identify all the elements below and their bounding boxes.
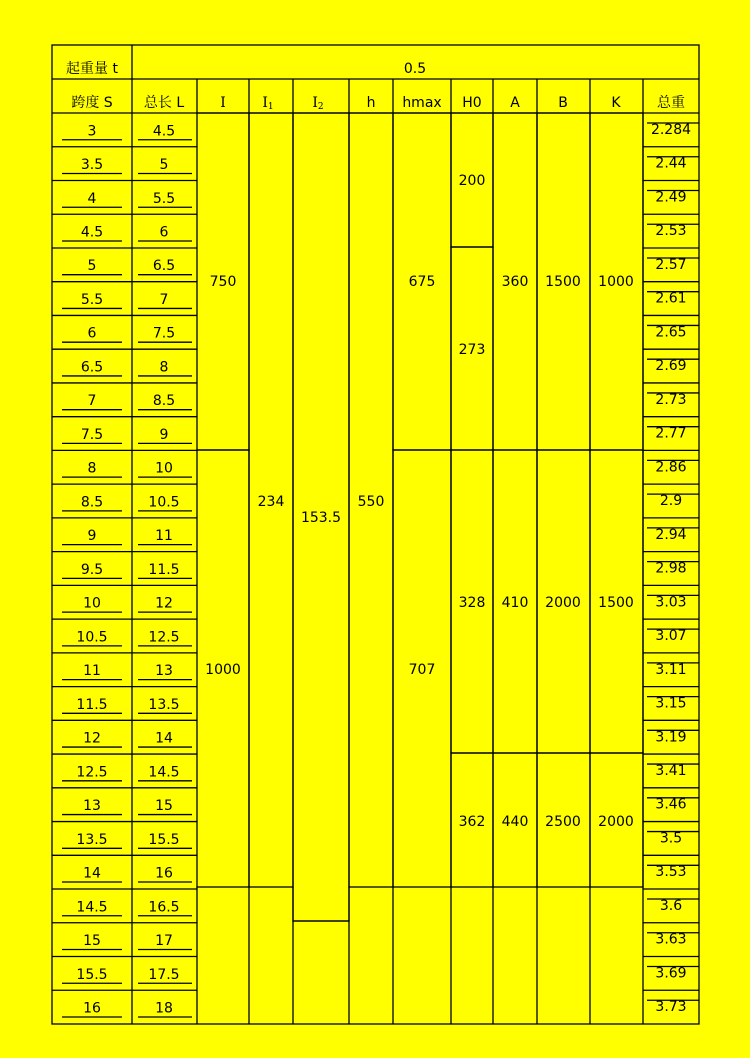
span-cell: 15.5 [76, 966, 108, 983]
span-cell: 3 [87, 123, 97, 140]
span-cell: 14 [83, 865, 101, 882]
weight-cell: 2.284 [650, 121, 692, 138]
length-cell: 6.5 [152, 258, 176, 275]
length-cell: 13 [155, 663, 173, 680]
weight-cell: 3.19 [655, 729, 687, 746]
span-cell: 7.5 [80, 426, 104, 443]
weight-cell: 3.69 [655, 965, 687, 982]
length-cell: 5 [159, 157, 169, 174]
capacity-value: 0.5 [403, 61, 427, 77]
weight-cell: 2.77 [655, 425, 687, 442]
span-cell: 14.5 [76, 899, 108, 916]
length-cell: 4.5 [152, 123, 176, 140]
weight-cell: 2.94 [655, 526, 687, 543]
a-group-1: 360 [501, 274, 529, 290]
span-cell: 8 [87, 460, 97, 477]
span-cell: 11.5 [76, 696, 108, 713]
col-header-length: 总长 L [143, 95, 185, 111]
span-cell: 16 [83, 1000, 101, 1017]
b-group-3: 2500 [545, 814, 581, 830]
a-group-2: 410 [501, 595, 529, 611]
i2-group-1: 153.5 [300, 510, 342, 526]
hmax-group-1: 675 [408, 274, 436, 290]
length-cell: 16 [155, 865, 173, 882]
weight-cell: 3.63 [655, 931, 687, 948]
capacity-label: 起重量 t [66, 61, 118, 77]
span-cell: 5 [87, 258, 97, 275]
length-cell: 10 [155, 460, 173, 477]
length-cell: 8.5 [152, 393, 176, 410]
b-group-1: 1500 [545, 274, 581, 290]
length-cell: 5.5 [152, 190, 176, 207]
b-group-2: 2000 [545, 595, 581, 611]
weight-cell: 3.41 [655, 762, 687, 779]
weight-cell: 2.98 [655, 560, 687, 577]
span-cell: 10 [83, 595, 101, 612]
weight-cell: 2.49 [655, 189, 687, 206]
weight-cell: 3.73 [655, 999, 687, 1016]
length-cell: 12.5 [148, 629, 180, 646]
length-cell: 6 [159, 224, 169, 241]
weight-cell: 3.03 [655, 594, 687, 611]
weight-cell: 2.69 [655, 358, 687, 375]
span-cell: 4 [87, 190, 97, 207]
length-cell: 17.5 [148, 966, 180, 983]
weight-cell: 3.46 [655, 796, 687, 813]
length-cell: 8 [159, 359, 169, 376]
length-cell: 17 [155, 933, 173, 950]
col-header-span: 跨度 S [71, 95, 113, 111]
length-cell: 11.5 [148, 561, 180, 578]
span-cell: 13 [83, 798, 101, 815]
a-group-3: 440 [501, 814, 529, 830]
span-cell: 7 [87, 393, 97, 410]
weight-cell: 2.44 [655, 155, 687, 172]
span-cell: 12.5 [76, 764, 108, 781]
span-cell: 3.5 [80, 157, 104, 174]
length-cell: 11 [155, 528, 173, 545]
col-header-i1-letter: I [262, 95, 268, 111]
length-cell: 15.5 [148, 831, 180, 848]
length-cell: 13.5 [148, 696, 180, 713]
weight-cell: 2.65 [655, 324, 687, 341]
i-group-2: 1000 [205, 662, 241, 678]
k-group-3: 2000 [598, 814, 634, 830]
h-group-1: 550 [357, 494, 385, 510]
weight-cell: 3.11 [655, 661, 687, 678]
span-cell: 9 [87, 528, 97, 545]
h0-group-4: 362 [458, 814, 486, 830]
i-group-1: 750 [209, 274, 237, 290]
weight-cell: 3.5 [659, 830, 683, 847]
weight-cell: 2.57 [655, 256, 687, 273]
col-header-hmax: hmax [402, 95, 442, 111]
span-cell: 4.5 [80, 224, 104, 241]
span-cell: 11 [83, 663, 101, 680]
weight-cell: 2.86 [655, 459, 687, 476]
length-cell: 12 [155, 595, 173, 612]
weight-cell: 3.15 [655, 695, 687, 712]
length-cell: 16.5 [148, 899, 180, 916]
span-cell: 13.5 [76, 831, 108, 848]
length-cell: 18 [155, 1000, 173, 1017]
length-cell: 7.5 [152, 325, 176, 342]
h0-group-3: 328 [458, 595, 486, 611]
weight-cell: 2.61 [655, 290, 687, 307]
col-header-i2-sub: 2 [317, 102, 324, 112]
k-group-2: 1500 [598, 595, 634, 611]
length-cell: 10.5 [148, 494, 180, 511]
col-header-i: I [220, 95, 226, 111]
weight-cell: 3.53 [655, 864, 687, 881]
col-header-i1-sub: 1 [267, 102, 274, 112]
col-header-h0: H0 [462, 95, 482, 111]
span-cell: 12 [83, 730, 101, 747]
length-cell: 14.5 [148, 764, 180, 781]
span-cell: 5.5 [80, 291, 104, 308]
weight-cell: 2.9 [659, 493, 683, 510]
span-cell: 15 [83, 933, 101, 950]
h0-group-2: 273 [458, 342, 486, 358]
col-header-h: h [366, 95, 376, 111]
col-header-i2-letter: I [312, 95, 318, 111]
weight-cell: 3.6 [659, 897, 683, 914]
col-header-a: A [510, 95, 520, 111]
weight-cell: 3.07 [655, 628, 687, 645]
span-cell: 8.5 [80, 494, 104, 511]
length-cell: 9 [159, 426, 169, 443]
weight-cell: 2.73 [655, 391, 687, 408]
col-header-weight: 总重 [657, 95, 685, 111]
span-cell: 6 [87, 325, 97, 342]
weight-cell: 2.53 [655, 223, 687, 240]
span-cell: 10.5 [76, 629, 108, 646]
h0-group-1: 200 [458, 173, 486, 189]
k-group-1: 1000 [598, 274, 634, 290]
span-cell: 6.5 [80, 359, 104, 376]
span-cell: 9.5 [80, 561, 104, 578]
i1-group-1: 234 [257, 494, 285, 510]
length-cell: 15 [155, 798, 173, 815]
length-cell: 14 [155, 730, 173, 747]
col-header-b: B [558, 95, 568, 111]
hmax-group-2: 707 [408, 662, 436, 678]
col-header-k: K [611, 95, 621, 111]
length-cell: 7 [159, 291, 169, 308]
